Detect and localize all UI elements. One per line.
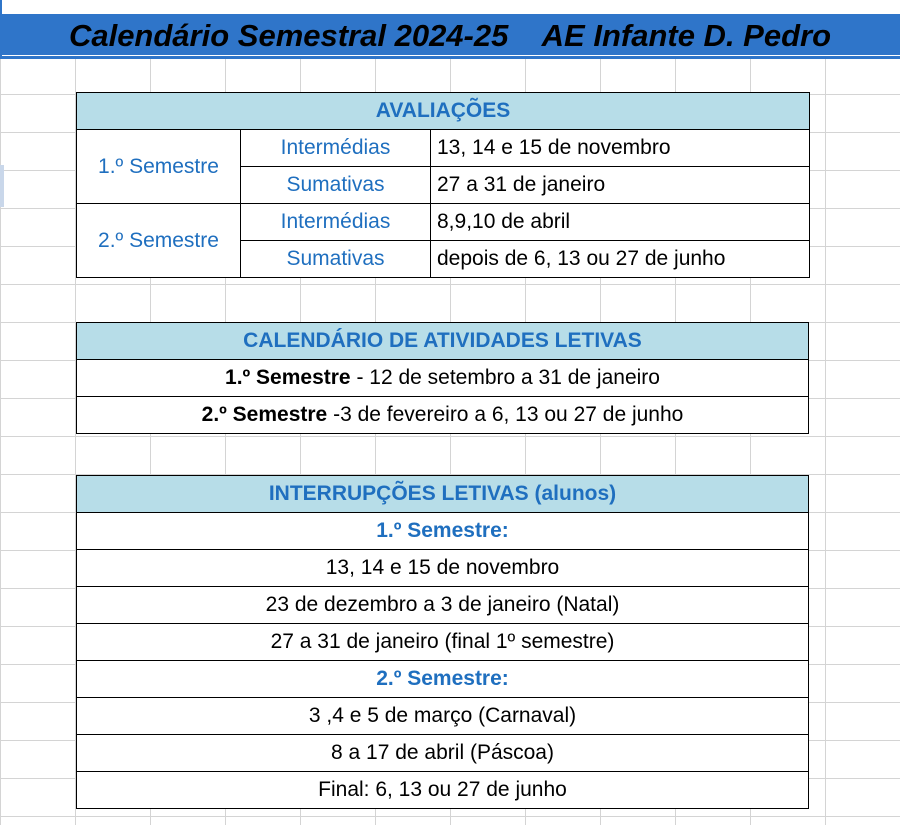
atividades-row-2-text: -3 de fevereiro a 6, 13 ou 27 de junho (327, 403, 684, 426)
page-title: Calendário Semestral 2024-25 AE Infante D. Pedro (68, 18, 832, 53)
sem1-intermedias-dates[interactable]: 13, 14 e 15 de novembro (431, 130, 810, 167)
atividades-row-2-label: 2.º Semestre (201, 403, 328, 426)
interrupcoes-sem2-item-3[interactable]: Final: 6, 13 ou 27 de junho (77, 772, 809, 809)
sem2-intermedias-dates[interactable]: 8,9,10 de abril (431, 204, 810, 241)
avaliacoes-table (76, 92, 809, 278)
interrupcoes-sem1-item-1[interactable]: 13, 14 e 15 de novembro (77, 550, 809, 587)
interrupcoes-sem2-label[interactable]: 2.º Semestre: (77, 661, 809, 698)
interrupcoes-sem1-item-2[interactable]: 23 de dezembro a 3 de janeiro (Natal) (77, 587, 809, 624)
interrupcoes-sem1-label[interactable]: 1.º Semestre: (77, 513, 809, 550)
sem2-label[interactable]: 2.º Semestre (77, 204, 241, 278)
sem2-sumativas-dates[interactable]: depois de 6, 13 ou 27 de junho (431, 241, 810, 278)
sem1-label[interactable]: 1.º Semestre (77, 130, 241, 204)
atividades-row-2[interactable] (77, 397, 809, 434)
atividades-row-1-label: 1.º Semestre (225, 366, 351, 389)
interrupcoes-sem2-item-1[interactable]: 3 ,4 e 5 de março (Carnaval) (77, 698, 809, 735)
interrupcoes-table (76, 475, 809, 809)
row-marker (0, 165, 4, 207)
avaliacoes-header[interactable]: AVALIAÇÕES (77, 93, 810, 130)
interrupcoes-sem2-item-2[interactable]: 8 a 17 de abril (Páscoa) (77, 735, 809, 772)
interrupcoes-sem1-item-3[interactable]: 27 a 31 de janeiro (final 1º semestre) (77, 624, 809, 661)
sem2-sumativas-label[interactable]: Sumativas (241, 241, 431, 278)
interrupcoes-header[interactable]: INTERRUPÇÕES LETIVAS (alunos) (77, 476, 809, 513)
sem2-intermedias-label[interactable]: Intermédias (241, 204, 431, 241)
atividades-table (76, 322, 809, 434)
sem1-sumativas-label[interactable]: Sumativas (241, 167, 431, 204)
sem1-sumativas-dates[interactable]: 27 a 31 de janeiro (431, 167, 810, 204)
sem1-intermedias-label[interactable]: Intermédias (241, 130, 431, 167)
atividades-header[interactable]: CALENDÁRIO DE ATIVIDADES LETIVAS (77, 323, 809, 360)
atividades-row-1-text: - 12 de setembro a 31 de janeiro (350, 366, 660, 389)
atividades-row-1[interactable] (77, 360, 809, 397)
